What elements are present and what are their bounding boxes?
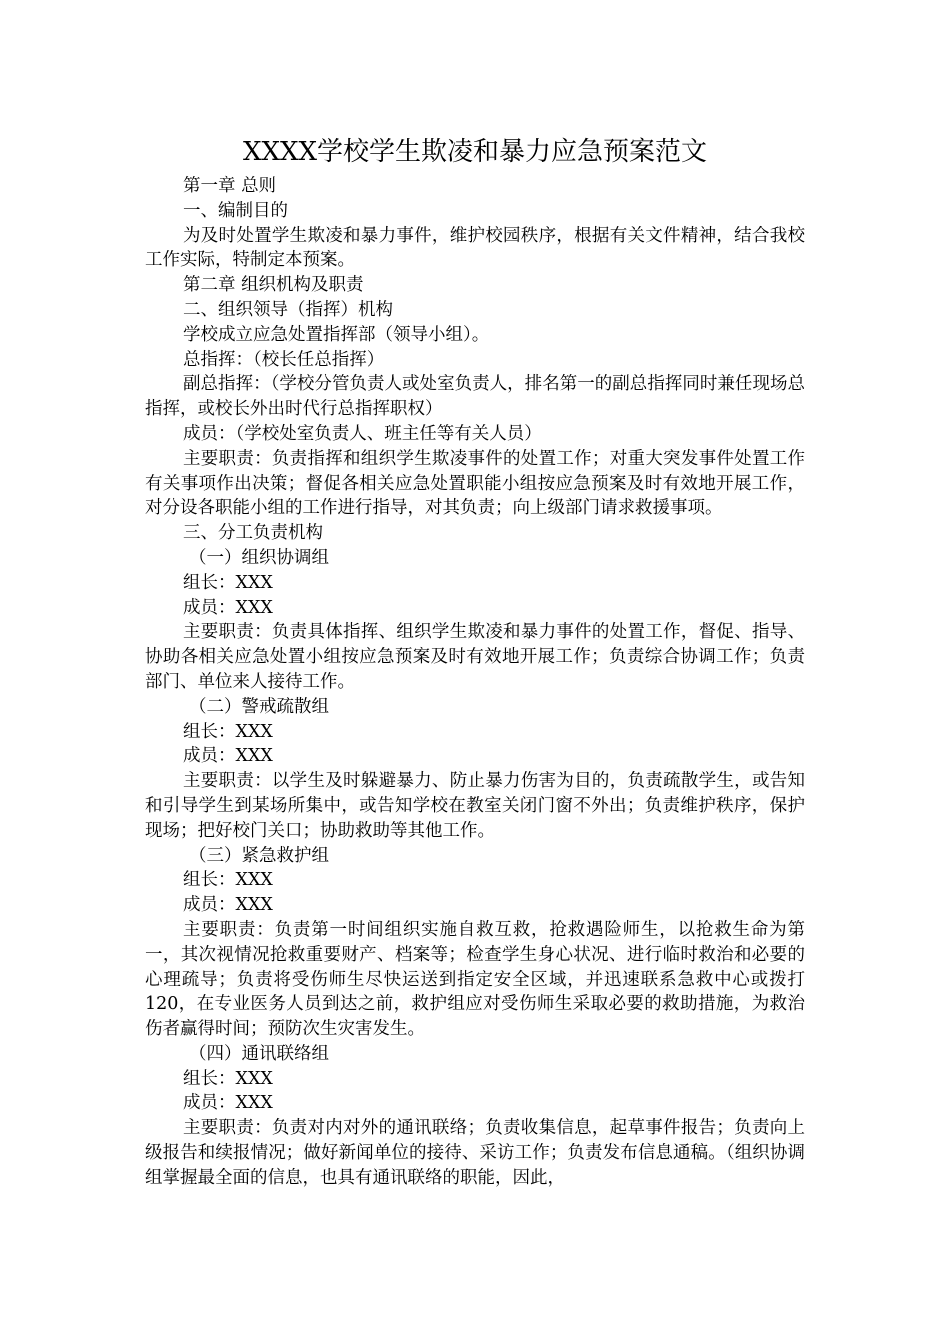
paragraph: 成员：XXX [183, 746, 273, 767]
section-heading: 二、组织领导（指挥）机构 [183, 299, 393, 320]
paragraph: 主要职责：以学生及时躲避暴力、防止暴力伤害为目的，负责疏散学生，或告知和引导学生到某场所集中，或告知学校在教室关闭门窗不外出；负责维护秩序，保护现场；把好校门关口；协助救助等其他工作。 [145, 771, 805, 841]
document-title: XXXX学校学生欺凌和暴力应急预案范文 [242, 137, 708, 167]
subsection-heading: （一）组织协调组 [189, 547, 329, 568]
paragraph: 组长：XXX [183, 572, 273, 593]
paragraph: 副总指挥：（学校分管负责人或处室负责人，排名第一的副总指挥同时兼任现场总指挥，或校长外出时代行总指挥职权） [145, 374, 805, 420]
paragraph: 组长：XXX [183, 1068, 273, 1089]
paragraph: 成员：XXX [183, 1093, 273, 1114]
paragraph: 成员：（学校处室负责人、班主任等有关人员） [183, 423, 542, 444]
paragraph: 为及时处置学生欺凌和暴力事件，维护校园秩序，根据有关文件精神，结合我校工作实际，特制定本预案。 [145, 225, 805, 271]
paragraph: 组长：XXX [183, 870, 273, 891]
section-heading: 第一章 总则 [183, 176, 277, 196]
subsection-heading: （二）警戒疏散组 [189, 696, 329, 717]
section-heading: 第二章 组织机构及职责 [183, 275, 364, 296]
paragraph: 成员：XXX [183, 597, 273, 618]
paragraph: 主要职责：负责具体指挥、组织学生欺凌和暴力事件的处置工作，督促、指导、协助各相关应急处置小组按应急预案及时有效地开展工作；负责综合协调工作；负责部门、单位来人接待工作。 [145, 622, 805, 692]
subsection-heading: （三）紧急救护组 [189, 845, 329, 866]
section-heading: 一、编制目的 [183, 200, 288, 221]
section-heading: 三、分工负责机构 [183, 523, 323, 544]
paragraph: 主要职责：负责第一时间组织实施自救互救，抢救遇险师生，以抢救生命为第一，其次视情况抢救重要财产、档案等；检查学生身心状况、进行临时救治和必要的心理疏导；负责将受伤师生尽快运送到指定安全区域，并迅速联系急救中心或拨打120，在专业医务人员到达之前，救护组应对受伤师生采取必要的救助措施，为救治伤者赢得时间；预防次生灾害发生。 [145, 919, 805, 1040]
paragraph: 总指挥：（校长任总指挥） [183, 349, 385, 370]
paragraph: 成员：XXX [183, 895, 273, 916]
document-body [145, 174, 805, 1191]
paragraph: 主要职责：负责对内对外的通讯联络；负责收集信息，起草事件报告；负责向上级报告和续报情况；做好新闻单位的接待、采访工作；负责发布信息通稿。（组织协调组掌握最全面的信息，也具有通讯联络的职能，因此， [145, 1118, 805, 1188]
paragraph: 主要职责：负责指挥和组织学生欺凌事件的处置工作；对重大突发事件处置工作有关事项作出决策；督促各相关应急处置职能小组按应急预案及时有效地开展工作，对分设各职能小组的工作进行指导，对其负责；向上级部门请求救援事项。 [145, 448, 805, 519]
paragraph: 学校成立应急处置指挥部（领导小组）。 [183, 324, 490, 345]
paragraph: 组长：XXX [183, 721, 273, 742]
subsection-heading: （四）通讯联络组 [189, 1043, 329, 1064]
